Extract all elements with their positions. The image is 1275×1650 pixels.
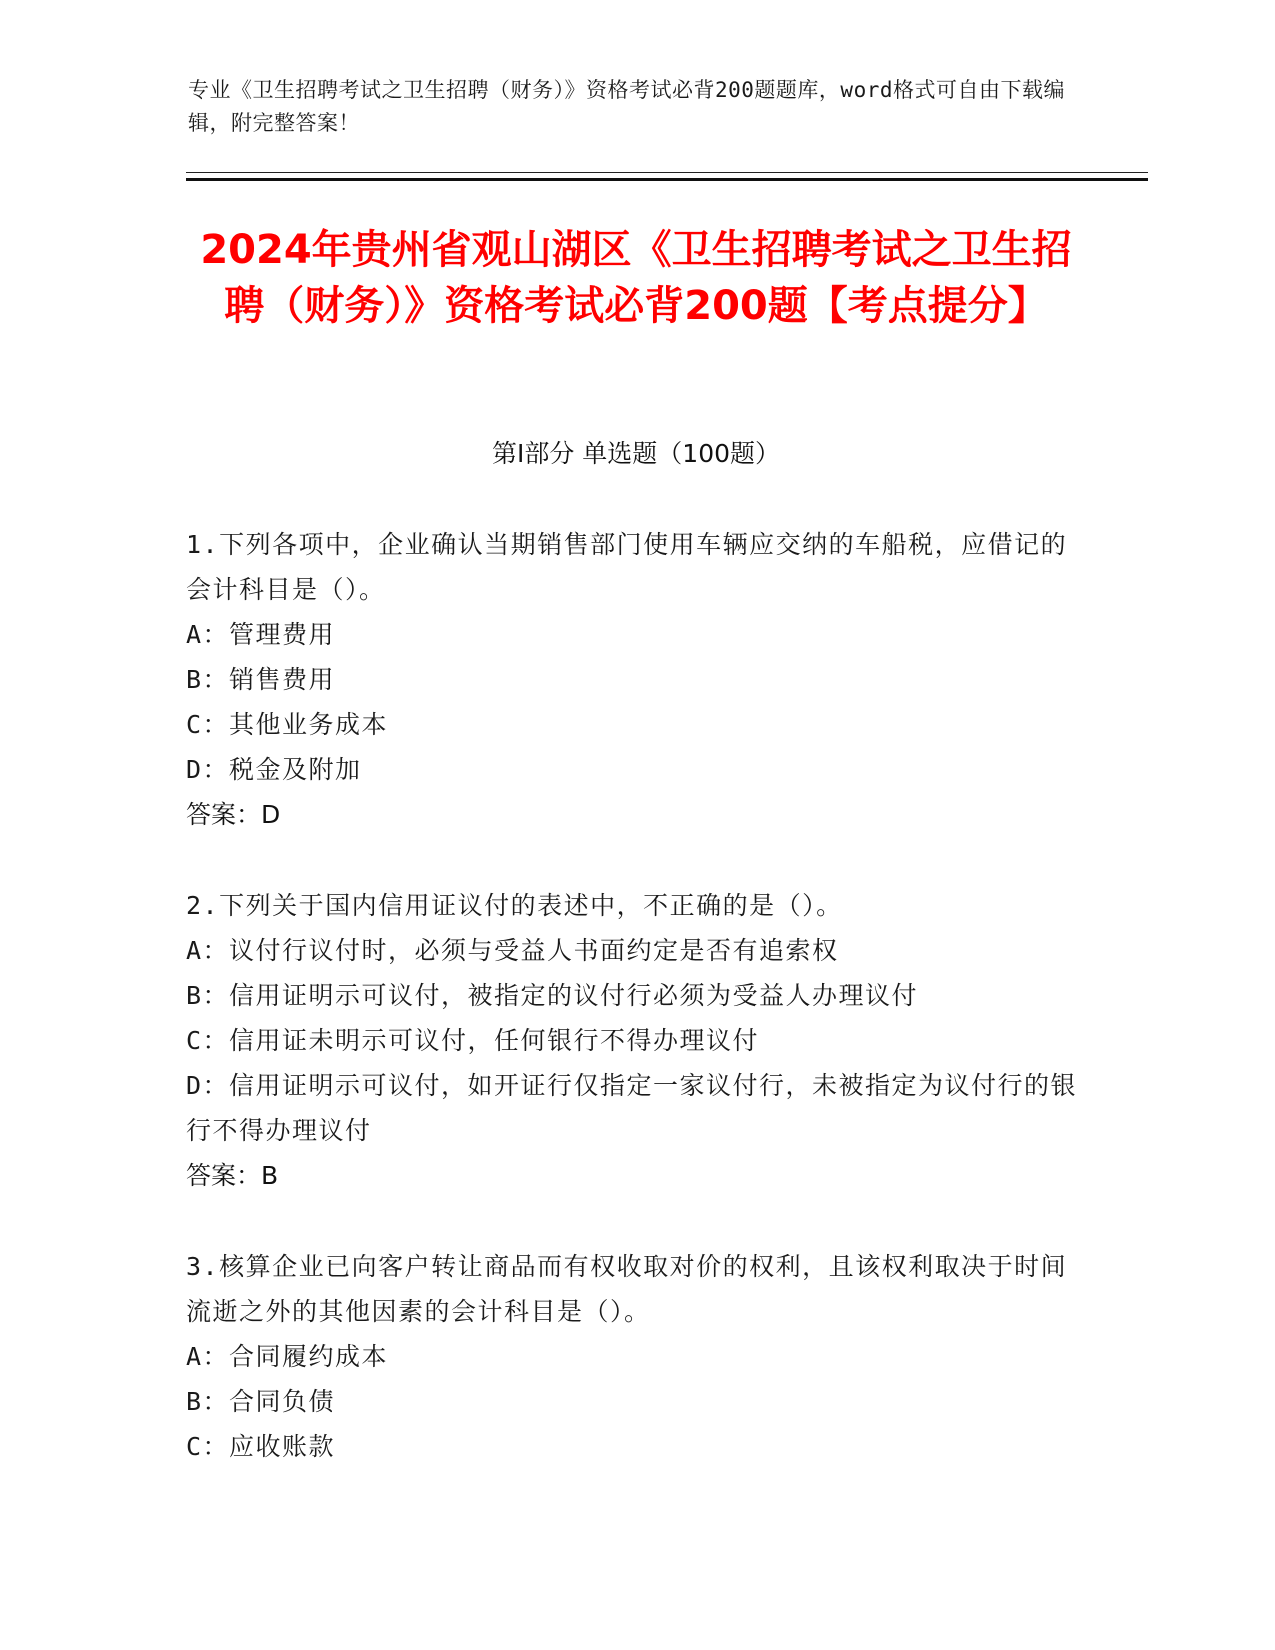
question-text: 3.核算企业已向客户转让商品而有权收取对价的权利，且该权利取决于时间流逝之外的其他因素的会计科目是（）。 bbox=[186, 1252, 1068, 1326]
header-note: 专业《卫生招聘考试之卫生招聘（财务）》资格考试必背200题题库，word格式可自由下载编辑，附完整答案！ bbox=[188, 78, 1065, 135]
document-title: 2024年贵州省观山湖区《卫生招聘考试之卫生招聘（财务）》资格考试必背200题【考点提分】 bbox=[200, 227, 1072, 329]
option-a: A：管理费用 bbox=[186, 620, 336, 649]
option-a: A：合同履约成本 bbox=[186, 1342, 389, 1371]
option-b: B：合同负债 bbox=[186, 1387, 336, 1416]
header-divider-thick bbox=[186, 178, 1148, 181]
option-c: C：其他业务成本 bbox=[186, 710, 389, 739]
option-d: D：税金及附加 bbox=[186, 755, 362, 784]
question-3 bbox=[186, 1244, 1086, 1469]
question-2 bbox=[186, 883, 1086, 1198]
answer: 答案：B bbox=[186, 1161, 279, 1190]
section-heading: 第I部分 单选题（100题） bbox=[491, 439, 781, 468]
option-b: B：销售费用 bbox=[186, 665, 336, 694]
question-list bbox=[186, 522, 1086, 1515]
question-text: 2.下列关于国内信用证议付的表述中，不正确的是（）。 bbox=[186, 891, 843, 920]
answer: 答案：D bbox=[186, 800, 281, 829]
option-d: D：信用证明示可议付，如开证行仅指定一家议付行，未被指定为议付行的银行不得办理议付 bbox=[186, 1071, 1078, 1145]
question-1 bbox=[186, 522, 1086, 837]
option-b: B：信用证明示可议付，被指定的议付行必须为受益人办理议付 bbox=[186, 981, 919, 1010]
option-c: C：应收账款 bbox=[186, 1432, 336, 1461]
option-a: A：议付行议付时，必须与受益人书面约定是否有追索权 bbox=[186, 936, 839, 965]
option-c: C：信用证未明示可议付，任何银行不得办理议付 bbox=[186, 1026, 760, 1055]
question-text: 1.下列各项中，企业确认当期销售部门使用车辆应交纳的车船税，应借记的会计科目是（）。 bbox=[186, 530, 1068, 604]
header-divider-thin bbox=[186, 172, 1148, 173]
